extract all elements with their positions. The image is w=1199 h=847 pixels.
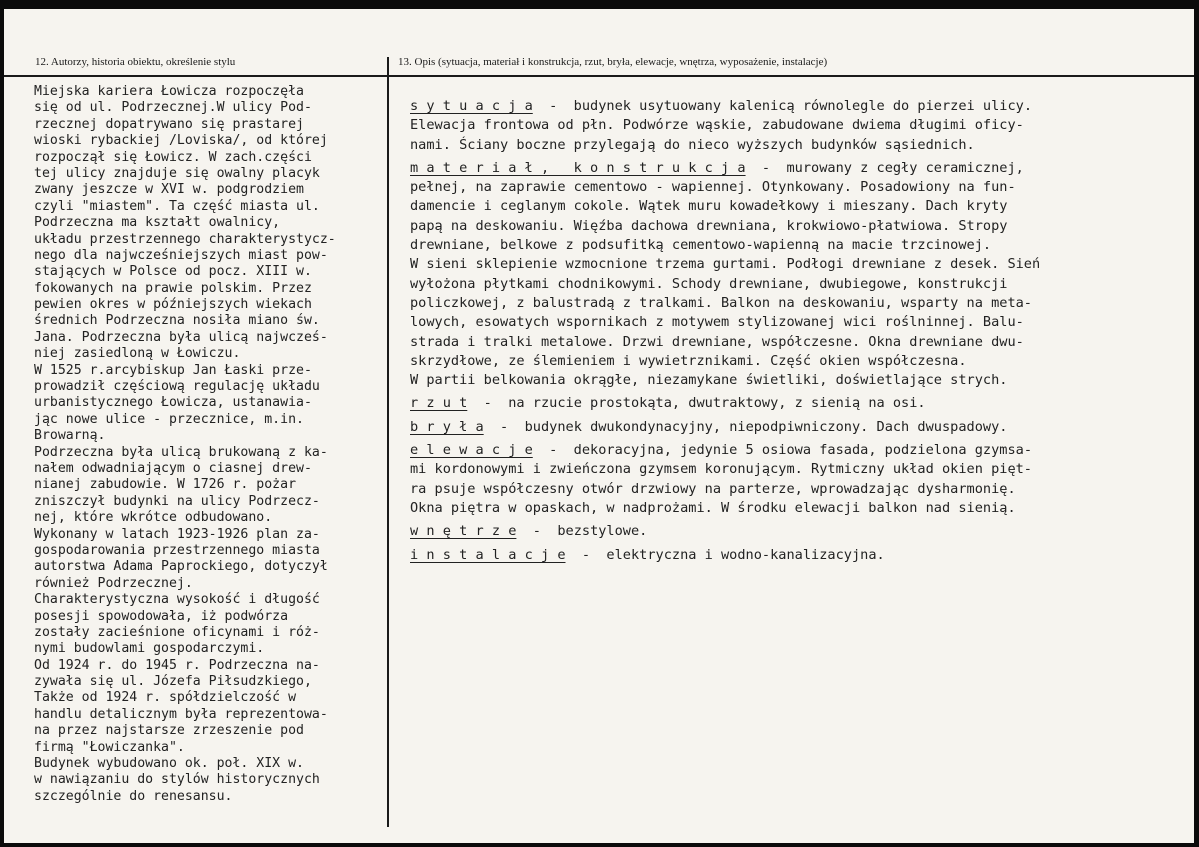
description-text-line: lowych, esowatych wspornikach z motywem stylizowanej wici roślninnej. Balu- [410,314,1024,331]
history-text-line: stających w Polsce od pocz. XIII w. [34,264,312,280]
description-text-line [410,97,1190,116]
history-text-line: zostały zacieśnione oficynami i róż- [34,624,320,640]
history-text-line: się od ul. Podrzecznej.W ulicy Pod- [34,100,312,116]
history-text-line: urbanistycznego Łowicza, ustanawia- [34,395,312,411]
description-text-column [410,97,1190,565]
history-text-line: wioski rybackiej /Loviska/, od której [34,133,328,149]
history-text-line: rozpoczął się Łowicz. W zach.części [34,149,312,165]
history-text-line: niej zasiedloną w Łowiczu. [34,346,241,362]
section-text: - budynek dwukondynacyjny, niepodpiwniczony. Dach dwuspadowy. [483,418,1008,435]
section-keyword: m a t e r i a ł , k o n s t r u k c j a [410,159,746,176]
history-text-line: handlu detalicznym była reprezentowa- [34,706,328,722]
section-keyword: r z u t [410,395,468,412]
description-text-line [410,418,1190,437]
description-text-line [410,159,1190,178]
header-rule [4,75,1194,77]
section-text: - elektryczna i wodno-kanalizacyjna. [565,546,885,563]
description-text-line: damencie i ceglanym cokole. Wątek muru kowadełkowy i mieszany. Dach kryty [410,198,1008,215]
description-text-line: Okna piętra w opaskach, w nadprożami. W środku elewacji balkon nad sienią. [410,499,1016,516]
section-keyword: i n s t a l a c j e [410,546,566,563]
left-column-header: 12. Autorzy, historia obiektu, określenie stylu [35,56,236,68]
history-text-line: Podrzeczna ma kształt owalnicy, [34,215,281,231]
history-text-line: średnich Podrzeczna nosiła miano św. [34,313,320,329]
history-text-line: szczególnie do renesansu. [34,788,233,804]
description-text-line: drewniane, belkowe z podsufitką cementowo-wapienną na macie trzcinowej. [410,237,992,254]
history-text-column [34,84,390,805]
history-text-line: Wykonany w latach 1923-1926 plan za- [34,526,320,542]
section-text: - budynek usytuowany kalenicą równolegle do pierzei ulicy. [532,98,1032,114]
history-text-line: fokowanych na prawie polskim. Przez [34,280,312,296]
history-text-line: na przez najstarsze zrzeszenie pod [34,723,304,739]
section-text: - murowany z cegły ceramicznej, [745,159,1024,176]
description-text-line: skrzydłowe, ze ślemieniem i wywietrznikami. Część okien współczesna. [410,352,967,369]
history-text-line: jąc nowe ulice - przecznice, m.in. [34,411,304,427]
history-text-line: Także od 1924 r. spółdzielczość w [34,690,297,706]
history-text-line: nałem odwadniającym o ciasnej drew- [34,460,312,476]
right-column-header: 13. Opis (sytuacja, materiał i konstrukcja, rzut, bryła, elewacje, wnętrza, wyposażenie, instalacje) [398,56,828,68]
description-text-line: ra psuje współczesny otwór drzwiowy na parterze, wprowadzając dysharmonię. [410,480,1016,497]
history-text-line: zniszczył budynki na ulicy Podrzecz- [34,493,320,509]
description-text-line: policzkowej, z balustradą z tralkami. Balkon na deskowaniu, wsparty na meta- [410,294,1032,311]
history-text-line: rzecznej dopatrywano się prastarej [34,116,304,132]
section-keyword: w n ę t r z e [410,523,517,540]
history-text-line: autorstwa Adama Paprockiego, dotyczył [34,559,328,575]
history-text-line: firmą "Łowiczanka". [34,739,185,755]
history-text-line: gospodarowania przestrzennego miasta [34,542,320,558]
history-text-line: Miejska kariera Łowicza rozpoczęła [34,84,304,99]
history-text-line: Charakterystyczna wysokość i długość [34,592,320,608]
history-text-line: prowadził częściową regulację układu [34,379,320,395]
section-keyword: e l e w a c j e [410,442,533,459]
section-text: - na rzucie prostokąta, dwutraktowy, z sienią na osi. [467,395,926,412]
history-text-line: tej ulicy znajduje się owalny placyk [34,165,320,181]
history-text-line: nymi budowlami gospodarczymi. [34,641,265,657]
description-text-line: papą na deskowaniu. Więźba dachowa drewniana, krokwiowo-płatwiowa. Stropy [410,217,1008,234]
history-text-line: Podrzeczna była ulicą brukowaną z ka- [34,444,328,460]
description-text-line: wyłożona płytkami chodnikowymi. Schody drewniane, dwubiegowe, konstrukcji [410,275,1008,292]
description-text-line [410,522,1190,541]
history-text-line: w nawiązaniu do stylów historycznych [34,772,320,788]
history-text-line: W 1525 r.arcybiskup Jan Łaski prze- [34,362,312,378]
description-text-line: strada i tralki metalowe. Drzwi drewniane, współczesne. Okna drewniane dwu- [410,333,1024,350]
section-text: - bezstylowe. [516,523,648,540]
description-text-line: W partii belkowania okrągłe, niezamykane świetliki, doświetlające strych. [410,372,1008,389]
history-text-line: posesji spowodowała, iż podwórza [34,608,289,624]
inventory-card [4,9,1194,843]
description-text-line: nami. Ściany boczne przylegają do nieco wyższych budynków sąsiednich. [410,136,975,153]
history-text-line: Browarną. [34,428,106,444]
section-keyword: b r y ł a [410,418,484,435]
history-text-line: pewien okres w późniejszych wiekach [34,297,312,313]
history-text-line: nej, które wkrótce odbudowano. [34,510,273,526]
history-text-line: nego dla najwcześniejszych miast pow- [34,247,328,263]
history-text-line: Od 1924 r. do 1945 r. Podrzeczna na- [34,657,320,673]
history-text-line: również Podrzecznej. [34,575,193,591]
section-text: - dekoracyjna, jedynie 5 osiowa fasada, podzielona gzymsa- [532,442,1032,459]
history-text-line: czyli "miastem". Ta część miasta ul. [34,198,320,214]
description-text-line: W sieni sklepienie wzmocnione trzema gurtami. Podłogi drewniane z desek. Sień [410,256,1041,273]
history-text-line: Jana. Podrzeczna była ulicą najwcześ- [34,329,328,345]
description-text-line: mi kordonowymi i zwieńczona gzymsem koronującym. Rytmiczny układ okien pięt- [410,461,1032,478]
history-text-line: zywała się ul. Józefa Piłsudzkiego, [34,674,312,690]
history-text-line: układu przestrzennego charakterystycz- [34,231,336,247]
description-text-line [410,441,1190,460]
history-text-line: nianej zabudowie. W 1726 r. pożar [34,477,297,493]
history-text-line: zwany jeszcze w XVI w. podgrodziem [34,182,304,198]
description-text-line: Elewacja frontowa od płn. Podwórze wąskie, zabudowane dwiema długimi oficy- [410,117,1024,134]
description-text-line [410,546,1190,565]
section-keyword: s y t u a c j a [410,98,533,114]
description-text-line: pełnej, na zaprawie cementowo - wapiennej. Otynkowany. Posadowiony na fun- [410,179,1016,196]
description-text-line [410,394,1190,413]
history-text-line: Budynek wybudowano ok. poł. XIX w. [34,756,304,772]
